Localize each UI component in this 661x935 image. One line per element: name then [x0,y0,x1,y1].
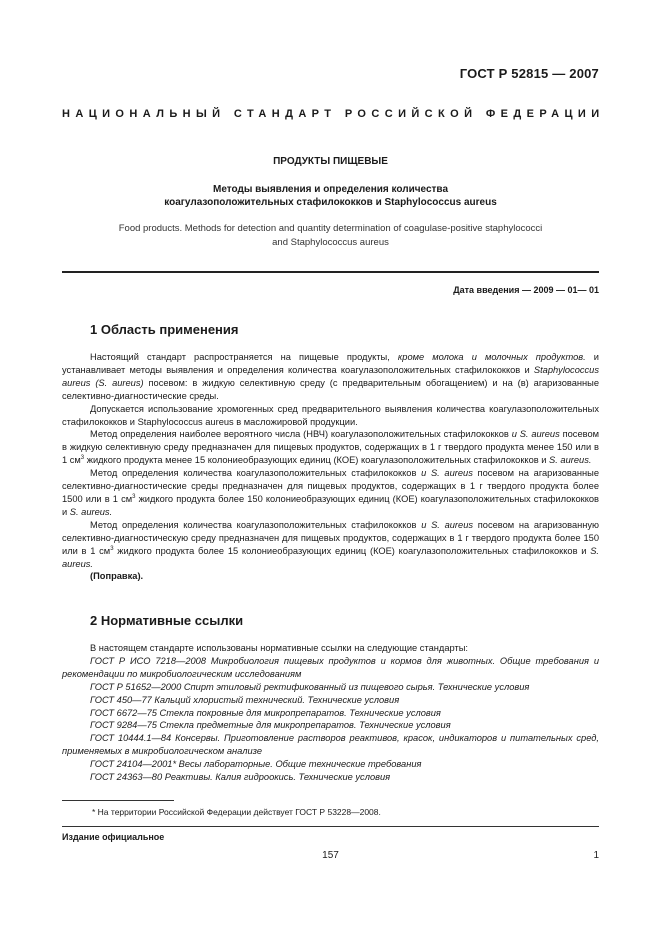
section1-paragraph-1: Настоящий стандарт распространяется на пищевые продукты, кроме молока и молочных продуктов. и устанавливает методы выявления и определения количества коагулазоположительных стафилококков и Staphylococcus aureus (S. aureus) посевом: в жидкую селективную среду (с предварительным обогащением) и на (в) агаризованные селективно-диагностические среды. [62,352,599,401]
title-subtitle-line1: Методы выявления и определения количества [212,184,449,195]
national-standard-banner: НАЦИОНАЛЬНЫЙ СТАНДАРТ РОССИЙСКОЙ ФЕДЕРАЦИИ [62,108,605,120]
footer-divider [62,826,599,827]
section2-body [62,642,599,784]
section1-paragraph-4: Метод определения количества коагулазоположительных стафилококков и S. aureus посевом на агаризованные селективно-диагностические среды предназначен для пищевых продуктов, содержащих в 1 г твердого продукта более 1500 или в 1 $см^3$ жидкого продукта более 150 колониеобразующих единиц (КОЕ) коагулазоположительных стафилококков и S. aureus. [62,468,599,517]
introduction-date: Дата введения — 2009 — 01— 01 [453,285,599,295]
section1-body [62,351,599,583]
edition-label: Издание официальное [62,832,165,842]
section2-intro: В настоящем стандарте использованы нормативные ссылки на следующие стандарты: [90,643,469,653]
normative-reference: ГОСТ 450—77 Кальций хлористый технический. Технические условия [90,694,400,705]
section1-heading: 1 Область применения [90,322,239,337]
normative-reference: ГОСТ Р 51652—2000 Спирт этиловый ректификованный из пищевого сырья. Технические условия [90,681,530,692]
normative-reference: ГОСТ Р ИСО 7218—2008 Микробиология пищевых продуктов и кормов для животных. Общие требования и рекомендации по микробиологическим исследованиям [62,655,599,679]
section1-amendment: (Поправка). [90,571,144,582]
page-number-local: 1 [593,850,599,861]
title-divider [62,271,599,273]
title-english-line1: Food products. Methods for detection and quantity determination of coagulase-positive staphylococci [118,223,543,234]
section1-paragraph-5: Метод определения количества коагулазоположительных стафилококков и S. aureus посевом на агаризованную селективно-диагностическую среду предназначен для пищевых продуктов, содержащих в 1 г твердого продукта более 150 или в 1 $см^3$ жидкого продукта более 15 колониеобразующих единиц (КОЕ) коагулазоположительных стафилококков и S. aureus. [62,519,600,569]
title-main: ПРОДУКТЫ ПИЩЕВЫЕ [273,156,388,167]
title-subtitle-line2: коагулазоположительных стафилококков и Staphylococcus aureus [164,197,497,208]
footnote-divider [62,800,174,801]
footnote: * На территории Российской Федерации действует ГОСТ Р 53228—2008. [92,807,381,817]
normative-reference: ГОСТ 10444.1—84 Консервы. Приготовление растворов реактивов, красок, индикаторов и питательных сред, применяемых в микробиологическом анализе [62,733,599,757]
normative-reference: ГОСТ 24363—80 Реактивы. Калия гидроокись. Технические условия [90,772,391,783]
section1-paragraph-3: Метод определения наиболее вероятного числа (НВЧ) коагулазоположительных стафилококков и S. aureus посевом в жидкую селективную среду предназначен для пищевых продуктов, содержащих в 1 г твердого продукта менее 150 или в 1 $см^3$ жидкого продукта менее 15 колониеобразующих единиц (КОЕ) коагулазоположительных стафилококков и S. aureus. [62,429,600,466]
section1-paragraph-2: Допускается использование хромогенных сред предварительного выявления количества коагулазоположительных стафилококков и Staphylococcus aureus в масложировой продукции. [62,403,599,427]
title-english-line2: and Staphylococcus aureus [272,237,389,248]
title-english [62,222,599,250]
normative-reference: ГОСТ 6672—75 Стекла покровные для микропрепаратов. Технические условия [90,707,441,718]
page-number-global: 157 [322,850,339,861]
normative-reference: ГОСТ 9284—75 Стекла предметные для микропрепаратов. Технические условия [90,720,451,731]
title-subtitle [62,183,599,209]
document-id-header: ГОСТ Р 52815 — 2007 [459,66,599,81]
normative-reference: ГОСТ 24104—2001* Весы лабораторные. Общие технические требования [90,759,422,770]
section2-heading: 2 Нормативные ссылки [90,613,244,628]
